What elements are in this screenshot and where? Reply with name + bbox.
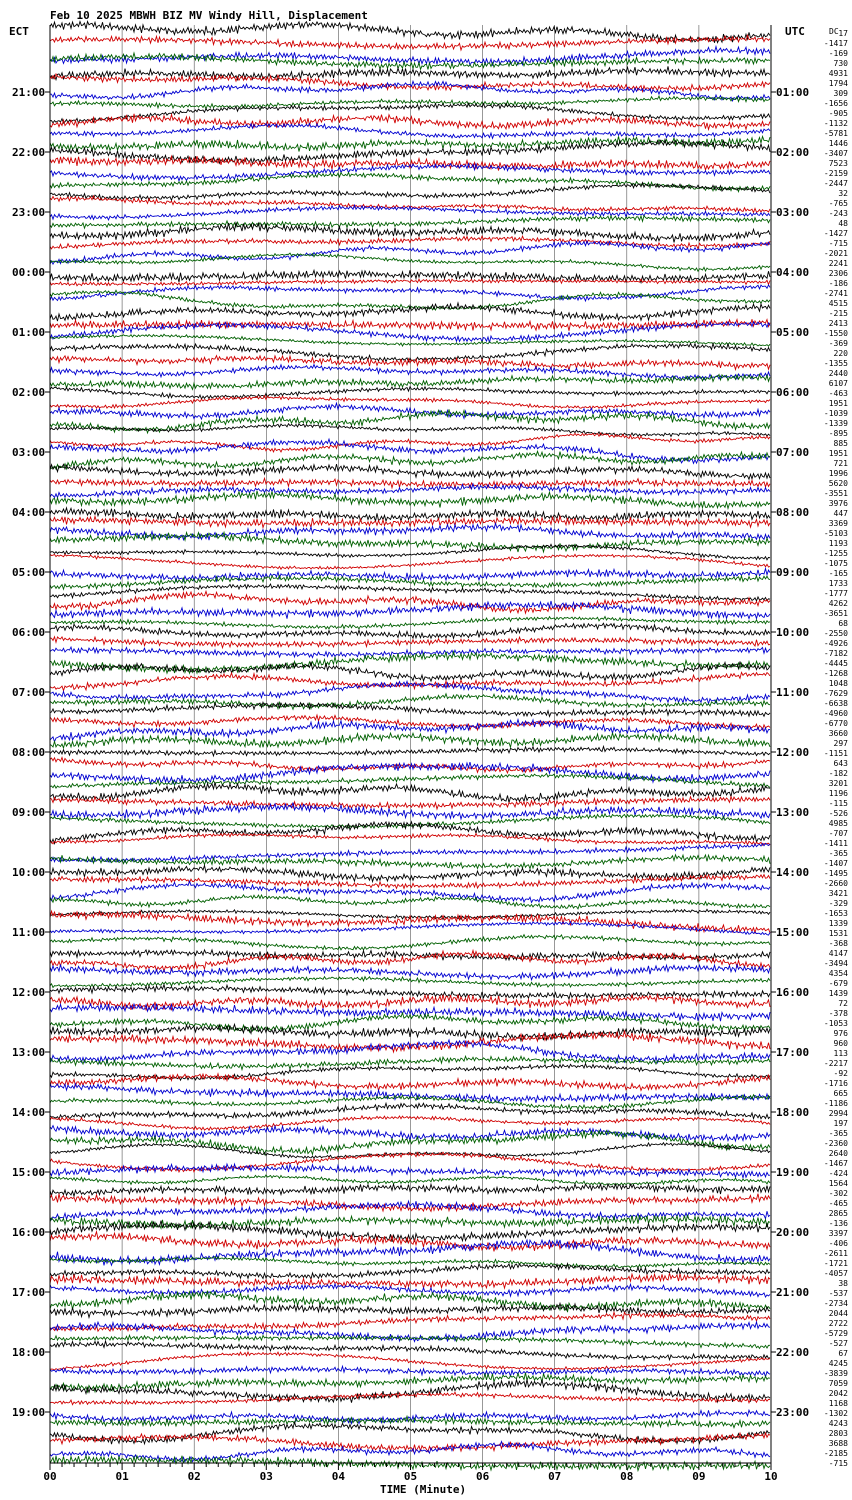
trace-line [50, 508, 770, 522]
offset-label: -2360 [823, 1139, 848, 1148]
offset-label: -4445 [823, 659, 848, 668]
left-hour-label: 12:00 [12, 986, 46, 999]
x-axis-title: TIME (Minute) [380, 1483, 467, 1496]
offset-label: -1716 [823, 1079, 848, 1088]
offset-label: -1355 [823, 359, 848, 368]
offset-label: 297 [833, 739, 848, 748]
offset-label: -169 [828, 49, 848, 58]
trace-line [50, 1392, 770, 1404]
right-hour-label: 15:00 [776, 926, 810, 939]
offset-label: 730 [833, 59, 848, 68]
trace-line [50, 1130, 770, 1154]
offset-label: 4354 [828, 969, 848, 978]
offset-label: 309 [833, 89, 848, 98]
trace-line [50, 994, 770, 1010]
offset-label: 3660 [828, 729, 848, 738]
offset-label: 2803 [828, 1429, 848, 1438]
trace-line [50, 74, 770, 91]
left-timezone-label: ECT [9, 25, 29, 38]
trace-line [50, 387, 770, 399]
trace-line [50, 123, 770, 138]
left-hour-label: 22:00 [12, 146, 46, 159]
offset-label: 1048 [828, 679, 848, 688]
offset-label: -215 [828, 309, 848, 318]
offset-label: 2865 [828, 1209, 848, 1218]
right-hour-label: 18:00 [776, 1106, 810, 1119]
offset-label: -1411 [823, 839, 848, 848]
offset-label: -1721 [823, 1259, 848, 1268]
offset-label: -368 [828, 939, 848, 948]
left-hour-label: 06:00 [12, 626, 46, 639]
offset-label: -3551 [823, 489, 848, 498]
offset-label: -465 [828, 1199, 848, 1208]
offset-label: -186 [828, 279, 848, 288]
offset-label: -2550 [823, 629, 848, 638]
offset-label: 2042 [828, 1389, 848, 1398]
trace-line [50, 156, 770, 170]
offset-label: 2722 [828, 1319, 848, 1328]
offset-label: 113 [833, 1049, 848, 1058]
offset-label: 960 [833, 1039, 848, 1048]
offset-label: 3976 [828, 499, 848, 508]
offset-label: 4515 [828, 299, 848, 308]
trace-line [50, 1004, 770, 1021]
offset-label: -1550 [823, 329, 848, 338]
offset-label: -527 [828, 1339, 848, 1348]
offset-label: -7629 [823, 689, 848, 698]
right-hour-label: 04:00 [776, 266, 810, 279]
trace-line [50, 623, 770, 638]
right-hour-label: 10:00 [776, 626, 810, 639]
offset-label: 5620 [828, 479, 848, 488]
offset-label: 3201 [828, 779, 848, 788]
offset-label: -165 [828, 569, 848, 578]
trace-line [50, 977, 770, 988]
trace-line [50, 746, 770, 755]
offset-label: -2734 [823, 1299, 848, 1308]
left-hour-label: 21:00 [12, 86, 46, 99]
trace-line [50, 1184, 770, 1196]
offset-label: -424 [828, 1169, 848, 1178]
trace-line [50, 584, 770, 601]
offset-label: -302 [828, 1189, 848, 1198]
trace-line [50, 253, 770, 271]
offset-label: -765 [828, 199, 848, 208]
offset-label: -136 [828, 1219, 848, 1228]
offset-label: 1951 [828, 449, 848, 458]
left-hour-label: 04:00 [12, 506, 46, 519]
trace-line [50, 1366, 770, 1376]
trace-line [50, 1303, 770, 1317]
trace-line [50, 35, 770, 50]
trace-line [50, 1284, 770, 1297]
offset-label: -182 [828, 769, 848, 778]
left-hour-label: 10:00 [12, 866, 46, 879]
offset-label: -7182 [823, 649, 848, 658]
trace-line [50, 911, 770, 933]
offset-label: -1053 [823, 1019, 848, 1028]
trace-line [50, 694, 770, 710]
offset-label: 4147 [828, 949, 848, 958]
offset-label: 38 [838, 1279, 848, 1288]
offset-label: -1653 [823, 909, 848, 918]
left-hour-label: 08:00 [12, 746, 46, 759]
left-hour-label: 02:00 [12, 386, 46, 399]
x-tick-label: 06 [475, 1470, 490, 1483]
trace-line [50, 1341, 770, 1360]
left-hour-label: 19:00 [12, 1406, 46, 1419]
x-tick-label: 00 [43, 1470, 57, 1483]
offset-label: -707 [828, 829, 848, 838]
trace-line [50, 715, 770, 730]
trace-line [50, 1256, 770, 1268]
offset-label: -406 [828, 1239, 848, 1248]
right-hour-label: 20:00 [776, 1226, 810, 1239]
offset-label: -1417 [823, 39, 848, 48]
trace-line [50, 796, 770, 809]
trace-line [50, 322, 770, 343]
trace-line [50, 114, 770, 130]
trace-line [50, 757, 770, 772]
trace-line [50, 733, 770, 748]
left-hour-label: 11:00 [12, 926, 46, 939]
trace-line [50, 1379, 770, 1402]
left-hour-label: 15:00 [12, 1166, 46, 1179]
x-tick-label: 04 [331, 1470, 346, 1483]
offset-label: -1132 [823, 119, 848, 128]
trace-line [50, 895, 770, 909]
right-hour-label: 03:00 [776, 206, 810, 219]
chart-title: Feb 10 2025 MBWH BIZ MV Windy Hill, Displacement [50, 9, 368, 22]
trace-line [50, 403, 770, 419]
offset-label: -3651 [823, 609, 848, 618]
trace-line [50, 1175, 770, 1186]
trace-line [50, 1013, 770, 1032]
right-hour-label: 01:00 [776, 86, 810, 99]
offset-label: -463 [828, 389, 848, 398]
offset-label: 2413 [828, 319, 848, 328]
right-hour-label: 12:00 [776, 746, 810, 759]
offset-label: 2306 [828, 269, 848, 278]
offset-label: -1777 [823, 589, 848, 598]
trace-line [50, 491, 770, 508]
offset-label: 2241 [828, 259, 848, 268]
offset-label: -329 [828, 899, 848, 908]
right-hour-label: 16:00 [776, 986, 810, 999]
trace-line [50, 1164, 770, 1178]
offset-label: -1467 [823, 1159, 848, 1168]
trace-line [50, 66, 770, 80]
trace-line [50, 672, 770, 690]
left-hour-label: 17:00 [12, 1286, 46, 1299]
offset-label: 447 [833, 509, 848, 518]
offset-label: 4931 [828, 69, 848, 78]
trace-line [50, 343, 770, 361]
offset-label: -4960 [823, 709, 848, 718]
offset-label: -5781 [823, 129, 848, 138]
offset-label: -1255 [823, 549, 848, 558]
x-tick-label: 05 [403, 1470, 418, 1483]
offset-label: 3688 [828, 1439, 848, 1448]
offset-label: 976 [833, 1029, 848, 1038]
x-tick-label: 02 [187, 1470, 201, 1483]
left-hour-label: 01:00 [12, 326, 46, 339]
right-hour-label: 21:00 [776, 1286, 810, 1299]
right-hour-label: 05:00 [776, 326, 810, 339]
trace-line [50, 1335, 770, 1348]
offset-label: 1733 [828, 579, 848, 588]
offset-label: 1193 [828, 539, 848, 548]
offset-label: -679 [828, 979, 848, 988]
trace-line [50, 569, 770, 582]
x-tick-label: 10 [764, 1470, 778, 1483]
left-hour-label: 23:00 [12, 206, 46, 219]
trace-line [50, 241, 770, 264]
offset-label: 643 [833, 759, 848, 768]
offset-label: -6638 [823, 699, 848, 708]
offset-label: -5103 [823, 529, 848, 538]
offset-label: 32 [838, 189, 848, 198]
offset-label: 2044 [828, 1309, 848, 1318]
trace-line [50, 478, 770, 488]
offset-label: -115 [828, 799, 848, 808]
offset-label: -1407 [823, 859, 848, 868]
left-hour-label: 03:00 [12, 446, 46, 459]
trace-line [50, 136, 770, 151]
right-hour-label: 14:00 [776, 866, 810, 879]
trace-line [50, 1273, 770, 1288]
offset-label: 2994 [828, 1109, 848, 1118]
left-hour-label: 07:00 [12, 686, 46, 699]
offset-label: 4243 [828, 1419, 848, 1428]
offset-label: 220 [833, 349, 848, 358]
offset-label: 1196 [828, 789, 848, 798]
x-tick-label: 03 [259, 1470, 273, 1483]
left-hour-label: 09:00 [12, 806, 46, 819]
offset-label: 1794 [828, 79, 848, 88]
offset-label: 1439 [828, 989, 848, 998]
trace-line [50, 424, 770, 437]
left-hour-label: 14:00 [12, 1106, 46, 1119]
offset-label: -365 [828, 849, 848, 858]
offset-label: -3839 [823, 1369, 848, 1378]
trace-line [50, 216, 770, 229]
offset-label: -92 [833, 1069, 848, 1078]
offset-label: -1268 [823, 669, 848, 678]
trace-line [50, 285, 770, 301]
trace-line [50, 782, 770, 802]
offset-label: -895 [828, 429, 848, 438]
offset-label: 4985 [828, 819, 848, 828]
offset-label: -1151 [823, 749, 848, 758]
trace-line [50, 1074, 770, 1091]
trace-line [50, 617, 770, 629]
trace-line [50, 1143, 770, 1159]
trace-line [50, 1291, 770, 1312]
offset-label: 1951 [828, 399, 848, 408]
right-hour-label: 06:00 [776, 386, 810, 399]
offset-label: -715 [828, 239, 848, 248]
right-hour-label: 13:00 [776, 806, 810, 819]
offset-label: -5729 [823, 1329, 848, 1338]
offset-label: -2741 [823, 289, 848, 298]
offset-label: -4926 [823, 639, 848, 648]
offset-label: 17 [838, 29, 848, 38]
trace-line [50, 1442, 770, 1462]
trace-line [50, 22, 770, 43]
right-hour-label: 09:00 [776, 566, 810, 579]
offset-label: 885 [833, 439, 848, 448]
trace-line [50, 554, 770, 569]
trace-line [50, 1352, 770, 1370]
offset-label: -3494 [823, 959, 848, 968]
offset-label: 7059 [828, 1379, 848, 1388]
offset-label: -1186 [823, 1099, 848, 1108]
left-hour-label: 18:00 [12, 1346, 46, 1359]
x-tick-label: 01 [115, 1470, 129, 1483]
right-hour-label: 02:00 [776, 146, 810, 159]
offset-label: 2440 [828, 369, 848, 378]
left-hour-label: 13:00 [12, 1046, 46, 1059]
offset-label: -4057 [823, 1269, 848, 1278]
trace-line [50, 464, 770, 479]
trace-line [50, 935, 770, 950]
offset-label: 4245 [828, 1359, 848, 1368]
offset-label: -2447 [823, 179, 848, 188]
offset-label: -526 [828, 809, 848, 818]
trace-line [50, 822, 770, 844]
trace-line [50, 270, 770, 282]
offset-label: 1339 [828, 919, 848, 928]
offset-label: -1427 [823, 229, 848, 238]
offset-label: -378 [828, 1009, 848, 1018]
offset-label: -1075 [823, 559, 848, 568]
trace-line [50, 303, 770, 321]
trace-line [50, 1264, 770, 1280]
offset-label: 3421 [828, 889, 848, 898]
offset-label: 665 [833, 1089, 848, 1098]
traces [50, 22, 770, 1471]
right-hour-label: 23:00 [776, 1406, 810, 1419]
trace-line [50, 637, 770, 648]
offset-label: -243 [828, 209, 848, 218]
offset-label: 1564 [828, 1179, 848, 1188]
offset-label: 48 [838, 219, 848, 228]
right-hour-label: 07:00 [776, 446, 810, 459]
offset-label: -1039 [823, 409, 848, 418]
offset-label: -1656 [823, 99, 848, 108]
offset-label: 2640 [828, 1149, 848, 1158]
x-tick-label: 09 [692, 1470, 706, 1483]
offset-label: -365 [828, 1129, 848, 1138]
right-hour-label: 19:00 [776, 1166, 810, 1179]
offset-label: 197 [833, 1119, 848, 1128]
offset-label: 1446 [828, 139, 848, 148]
offset-label: 1531 [828, 929, 848, 938]
right-timezone-label: UTC [785, 25, 805, 38]
offset-label: -1339 [823, 419, 848, 428]
offset-label: -3407 [823, 149, 848, 158]
offset-label: -2217 [823, 1059, 848, 1068]
offset-label: 72 [838, 999, 848, 1008]
offset-label: -2611 [823, 1249, 848, 1258]
offset-label: -369 [828, 339, 848, 348]
trace-line [50, 1232, 770, 1252]
right-hour-label: 22:00 [776, 1346, 810, 1359]
offset-label: -6770 [823, 719, 848, 728]
trace-line [50, 1116, 770, 1130]
offset-label: -2021 [823, 249, 848, 258]
x-tick-label: 07 [548, 1470, 562, 1483]
offset-label: 67 [838, 1349, 848, 1358]
offset-label: -2159 [823, 169, 848, 178]
trace-line [50, 833, 770, 845]
offset-label: 721 [833, 459, 848, 468]
trace-line [50, 365, 770, 380]
left-hour-label: 16:00 [12, 1226, 46, 1239]
offset-label: 1996 [828, 469, 848, 478]
trace-line [50, 855, 770, 869]
offset-label: -1495 [823, 869, 848, 878]
left-hour-label: 00:00 [12, 266, 46, 279]
right-hour-label: 11:00 [776, 686, 810, 699]
right-hour-label: 17:00 [776, 1046, 810, 1059]
trace-line [50, 279, 770, 286]
offset-label: 1168 [828, 1399, 848, 1408]
x-tick-label: 08 [620, 1470, 634, 1483]
trace-line [50, 647, 770, 658]
trace-line [50, 196, 770, 213]
offset-label: -1302 [823, 1409, 848, 1418]
trace-line [50, 96, 770, 109]
trace-line [50, 532, 770, 552]
offset-label: -715 [828, 1459, 848, 1468]
offset-label: 6107 [828, 379, 848, 388]
right-hour-label: 08:00 [776, 506, 810, 519]
offset-label: 7523 [828, 159, 848, 168]
offset-label: -905 [828, 109, 848, 118]
trace-line [50, 773, 770, 788]
trace-line [50, 702, 770, 716]
offset-header: DC [829, 27, 839, 36]
offset-label: -2660 [823, 879, 848, 888]
offset-label: 3369 [828, 519, 848, 528]
left-hour-label: 05:00 [12, 566, 46, 579]
trace-line [50, 1194, 770, 1212]
trace-line [50, 53, 770, 69]
offset-label: -537 [828, 1289, 848, 1298]
offset-label: 4262 [828, 599, 848, 608]
offset-label: 3397 [828, 1229, 848, 1238]
offset-label: 68 [838, 619, 848, 628]
offset-label: -2185 [823, 1449, 848, 1458]
